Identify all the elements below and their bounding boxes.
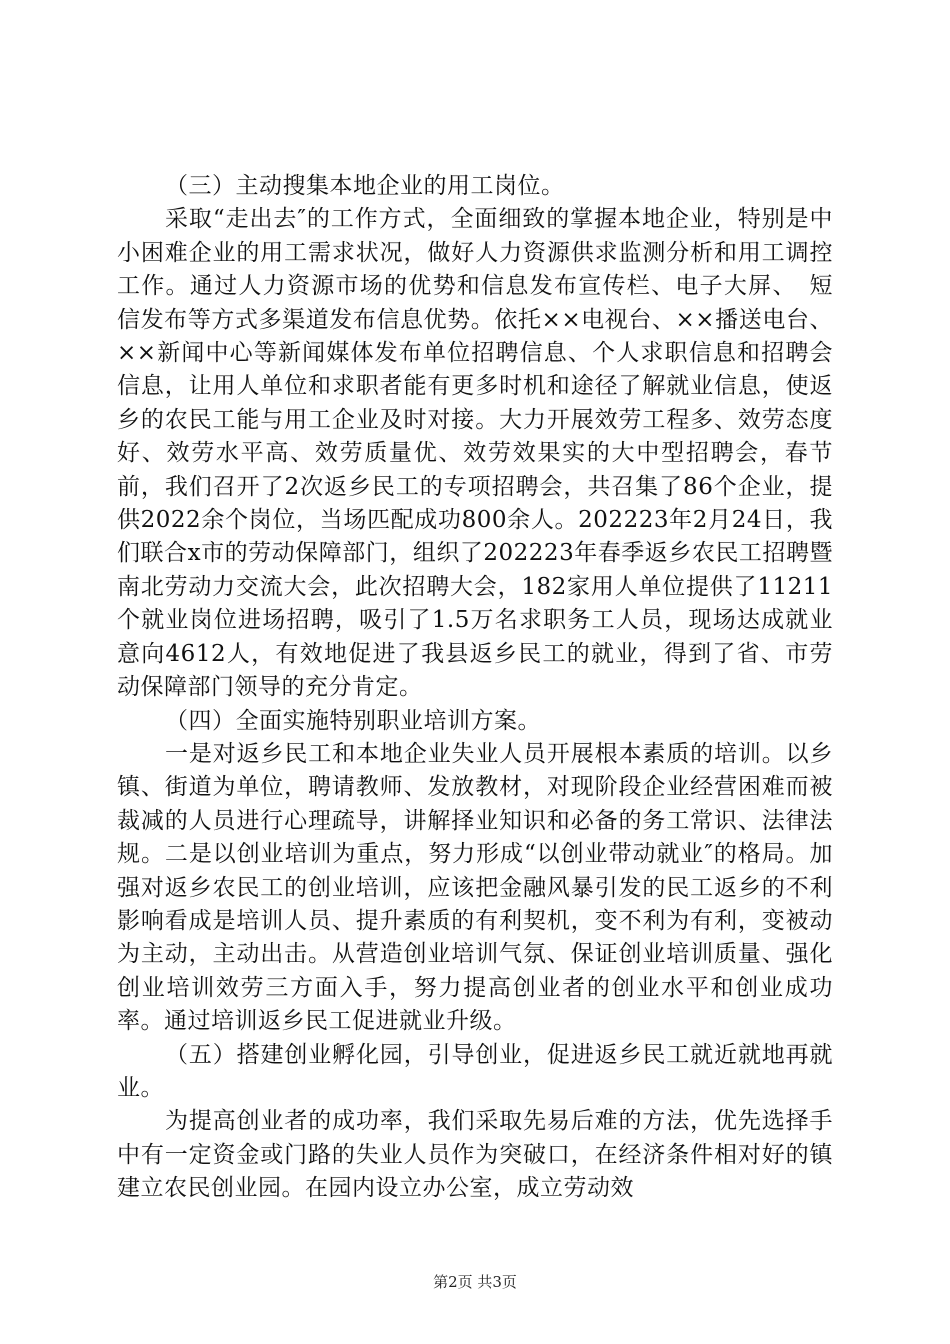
page-number-footer: 第2页 共3页 [433, 1273, 517, 1291]
paragraph-training: 一是对返乡民工和本地企业失业人员开展根本素质的培训。以乡镇、街道为单位，聘请教师、发放教材，对现阶段企业经营困难而被裁减的人员进行心理疏导，讲解择业知识和必备的务工常识、法律法规。二是以创业培训为重点，努力形成“以创业带动就业″的格局。加强对返乡农民工的创业培训，应该把金融风暴引发的民工返乡的不利影响看成是培训人员、提升素质的有利契机，变不利为有利，变被动为主动，主动出击。从营造创业培训气氛、保证创业培训质量、强化创业培训效劳三方面入手，努力提高创业者的创业水平和创业成功率。通过培训返乡民工促进就业升级。 [117, 740, 833, 1035]
paragraph-recruitment: 采取“走出去″的工作方式，全面细致的掌握本地企业，特别是中小困难企业的用工需求状况，做好人力资源供求监测分析和用工调控工作。通过人力资源市场的优势和信息发布宣传栏、电子大屏、 短信发布等方式多渠道发布信息优势。依托××电视台、××播送电台、××新闻中心等新闻媒体发布单位招聘信息、个人求职信息和招聘会信息，让用人单位和求职者能有更多时机和途径了解就业信息，使返乡的农民工能与用工企业及时对接。大力开展效劳工程多、效劳态度好、效劳水平高、效劳质量优、效劳效果实的大中型招聘会，春节前，我们召开了2次返乡民工的专项招聘会，共召集了86个企业，提供2022余个岗位，当场匹配成功800余人。202223年2月24日，我们联合x市的劳动保障部门，组织了202223年春季返乡农民工招聘暨南北劳动力交流大会，此次招聘大会，182家用人单位提供了11211个就业岗位进场招聘，吸引了1.5万名求职务工人员，现场达成就业意向4612人，有效地促进了我县返乡民工的就业，得到了省、市劳动保障部门领导的充分肯定。 [117, 206, 833, 701]
document-body [117, 170, 833, 1206]
section-heading-3: （三）主动搜集本地企业的用工岗位。 [165, 173, 565, 199]
section-heading-5: （五）搭建创业孵化园，引导创业，促进返乡民工就近就地再就业。 [117, 1041, 833, 1101]
paragraph-incubator: 为提高创业者的成功率，我们采取先易后难的方法，优先选择手中有一定资金或门路的失业人员作为突破口，在经济条件相对好的镇建立农民创业园。在园内设立办公室，成立劳动效 [117, 1108, 833, 1202]
section-heading-4: （四）全面实施特别职业培训方案。 [165, 707, 541, 734]
